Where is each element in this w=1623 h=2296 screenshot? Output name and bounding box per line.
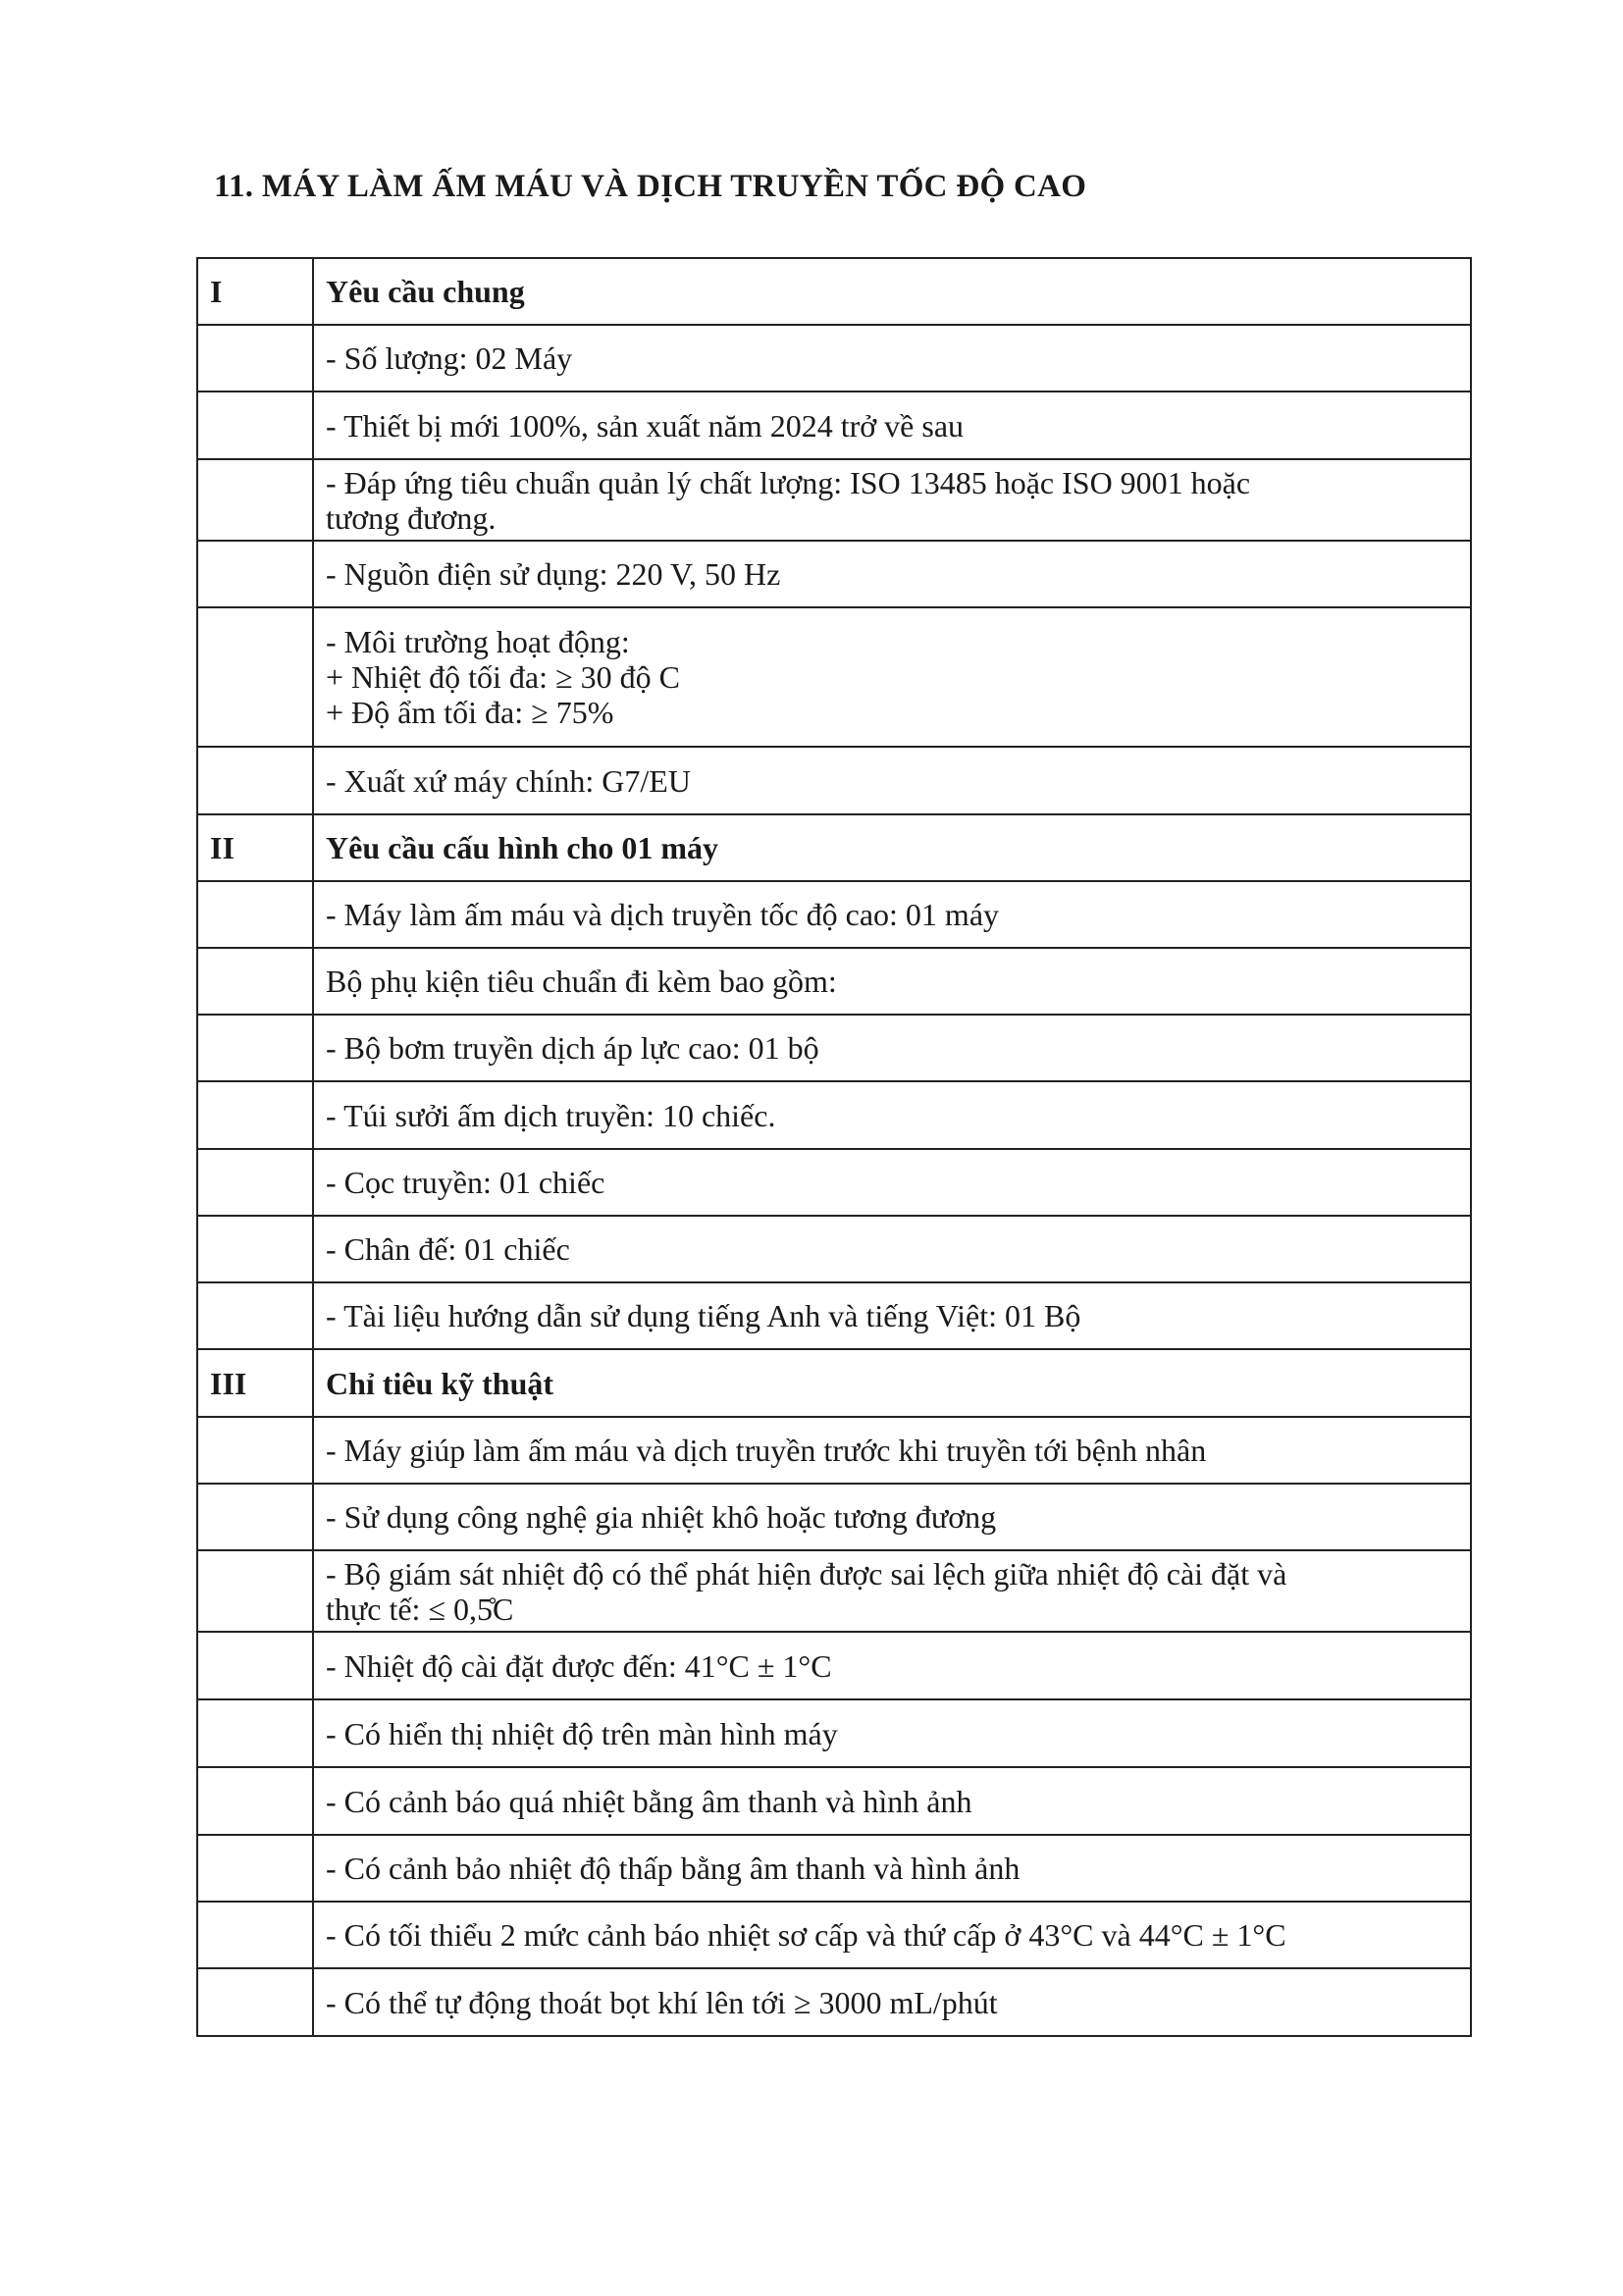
table-row — [197, 1081, 1471, 1149]
row-number — [197, 1484, 313, 1550]
requirement-cell — [313, 948, 1471, 1015]
table-row — [197, 607, 1471, 747]
row-number — [197, 1767, 313, 1835]
requirement-cell — [313, 541, 1471, 607]
table-row — [197, 325, 1471, 391]
table-row — [197, 1015, 1471, 1081]
requirement-line: - Tài liệu hướng dẫn sử dụng tiếng Anh và tiếng Việt: 01 Bộ — [326, 1298, 1081, 1333]
requirement-line: - Đáp ứng tiêu chuẩn quản lý chất lượng: ISO 13485 hoặc ISO 9001 hoặc — [326, 464, 1251, 500]
requirement-cell — [313, 325, 1471, 391]
requirement-line: - Sử dụng công nghệ gia nhiệt khô hoặc tương đương — [326, 1499, 997, 1535]
requirement-cell — [313, 881, 1471, 948]
row-number — [197, 1550, 313, 1632]
requirement-line: - Bộ giám sát nhiệt độ có thể phát hiện được sai lệch giữa nhiệt độ cài đặt và — [326, 1555, 1287, 1592]
row-number — [197, 541, 313, 607]
requirement-line: - Có cảnh bảo nhiệt độ thấp bằng âm thanh và hình ảnh — [326, 1851, 1021, 1886]
requirement-cell — [313, 1149, 1471, 1216]
requirement-line: - Nguồn điện sử dụng: 220 V, 50 Hz — [326, 556, 781, 592]
requirement-cell — [313, 1835, 1471, 1902]
requirement-line: - Xuất xứ máy chính: G7/EU — [326, 762, 691, 799]
row-number: I — [197, 258, 313, 325]
requirement-cell — [313, 1968, 1471, 2036]
row-number — [197, 1632, 313, 1699]
section-heading — [313, 258, 1471, 325]
table-row — [197, 1632, 1471, 1699]
requirement-line: - Có thể tự động thoát bọt khí lên tới ≥ 3000 mL/phút — [326, 1984, 998, 2020]
table-row — [197, 1149, 1471, 1216]
requirement-cell — [313, 1550, 1471, 1632]
row-number — [197, 948, 313, 1015]
requirement-line: - Có tối thiểu 2 mức cảnh báo nhiệt sơ cấp và thứ cấp ở 43°C và 44°C ± 1°C — [326, 1917, 1286, 1953]
requirement-line: - Bộ bơm truyền dịch áp lực cao: 01 bộ — [326, 1030, 819, 1066]
section-row — [197, 258, 1471, 325]
requirement-line: - Nhiệt độ cài đặt được đến: 41°C ± 1°C — [326, 1647, 832, 1684]
spec-table-body — [197, 258, 1471, 2036]
table-row — [197, 1216, 1471, 1282]
row-number — [197, 1216, 313, 1282]
requirement-line: - Túi sưởi ấm dịch truyền: 10 chiếc. — [326, 1097, 776, 1133]
row-number: II — [197, 814, 313, 881]
row-number — [197, 881, 313, 948]
requirement-line: Chỉ tiêu kỹ thuật — [326, 1365, 554, 1401]
requirement-line: - Số lượng: 02 Máy — [326, 340, 573, 376]
spec-table — [196, 257, 1472, 2037]
table-row — [197, 1902, 1471, 1968]
section-heading — [313, 1349, 1471, 1417]
requirement-cell — [313, 1417, 1471, 1484]
row-number — [197, 1015, 313, 1081]
table-row — [197, 881, 1471, 948]
row-number — [197, 607, 313, 747]
section-heading — [313, 814, 1471, 881]
table-row — [197, 541, 1471, 607]
row-number — [197, 1835, 313, 1902]
requirement-line: - Môi trường hoạt động: — [326, 624, 630, 659]
requirement-line: Yêu cầu cấu hình cho 01 máy — [326, 830, 719, 865]
table-row — [197, 1484, 1471, 1550]
table-row — [197, 1767, 1471, 1835]
row-number — [197, 325, 313, 391]
table-row — [197, 459, 1471, 541]
requirement-line: - Thiết bị mới 100%, sản xuất năm 2024 trở về sau — [326, 407, 965, 444]
requirement-cell — [313, 391, 1471, 459]
table-row — [197, 1699, 1471, 1767]
requirement-cell — [313, 459, 1471, 541]
requirement-cell — [313, 1216, 1471, 1282]
table-row — [197, 1417, 1471, 1484]
row-number — [197, 1417, 313, 1484]
requirement-line: Bộ phụ kiện tiêu chuẩn đi kèm bao gồm: — [326, 964, 837, 999]
requirement-line: + Nhiệt độ tối đa: ≥ 30 độ C — [326, 659, 680, 695]
requirement-line: + Độ ẩm tối đa: ≥ 75% — [326, 695, 614, 730]
row-number — [197, 747, 313, 814]
row-number — [197, 459, 313, 541]
requirement-cell — [313, 747, 1471, 814]
requirement-line: - Máy giúp làm ấm máu và dịch truyền trước khi truyền tới bệnh nhân — [326, 1433, 1207, 1468]
section-row — [197, 814, 1471, 881]
requirement-line: - Cọc truyền: 01 chiếc — [326, 1165, 605, 1200]
requirement-line: - Có cảnh báo quá nhiệt bằng âm thanh và hình ảnh — [326, 1783, 972, 1819]
page-title: 11. MÁY LÀM ẤM MÁU VÀ DỊCH TRUYỀN TỐC ĐỘ CAO — [214, 169, 1087, 204]
row-number — [197, 1699, 313, 1767]
requirement-line: - Chân đế: 01 chiếc — [326, 1231, 570, 1267]
requirement-cell — [313, 1632, 1471, 1699]
table-row — [197, 747, 1471, 814]
requirement-line: - Máy làm ấm máu và dịch truyền tốc độ cao: 01 máy — [326, 897, 1000, 932]
row-number — [197, 391, 313, 459]
requirement-cell — [313, 607, 1471, 747]
table-row — [197, 391, 1471, 459]
requirement-line: thực tế: ≤ 0,5̊C — [326, 1591, 514, 1627]
requirement-line: - Có hiển thị nhiệt độ trên màn hình máy — [326, 1715, 838, 1751]
requirement-cell — [313, 1282, 1471, 1349]
requirement-line: tương đương. — [326, 499, 497, 536]
row-number — [197, 1149, 313, 1216]
table-row — [197, 948, 1471, 1015]
row-number — [197, 1968, 313, 2036]
row-number: III — [197, 1349, 313, 1417]
row-number — [197, 1081, 313, 1149]
requirement-line: Yêu cầu chung — [326, 274, 525, 309]
row-number — [197, 1902, 313, 1968]
requirement-cell — [313, 1484, 1471, 1550]
requirement-cell — [313, 1081, 1471, 1149]
table-row — [197, 1968, 1471, 2036]
table-row — [197, 1282, 1471, 1349]
requirement-cell — [313, 1767, 1471, 1835]
requirement-cell — [313, 1699, 1471, 1767]
table-row — [197, 1550, 1471, 1632]
requirement-cell — [313, 1902, 1471, 1968]
row-number — [197, 1282, 313, 1349]
requirement-cell — [313, 1015, 1471, 1081]
section-row — [197, 1349, 1471, 1417]
table-row — [197, 1835, 1471, 1902]
